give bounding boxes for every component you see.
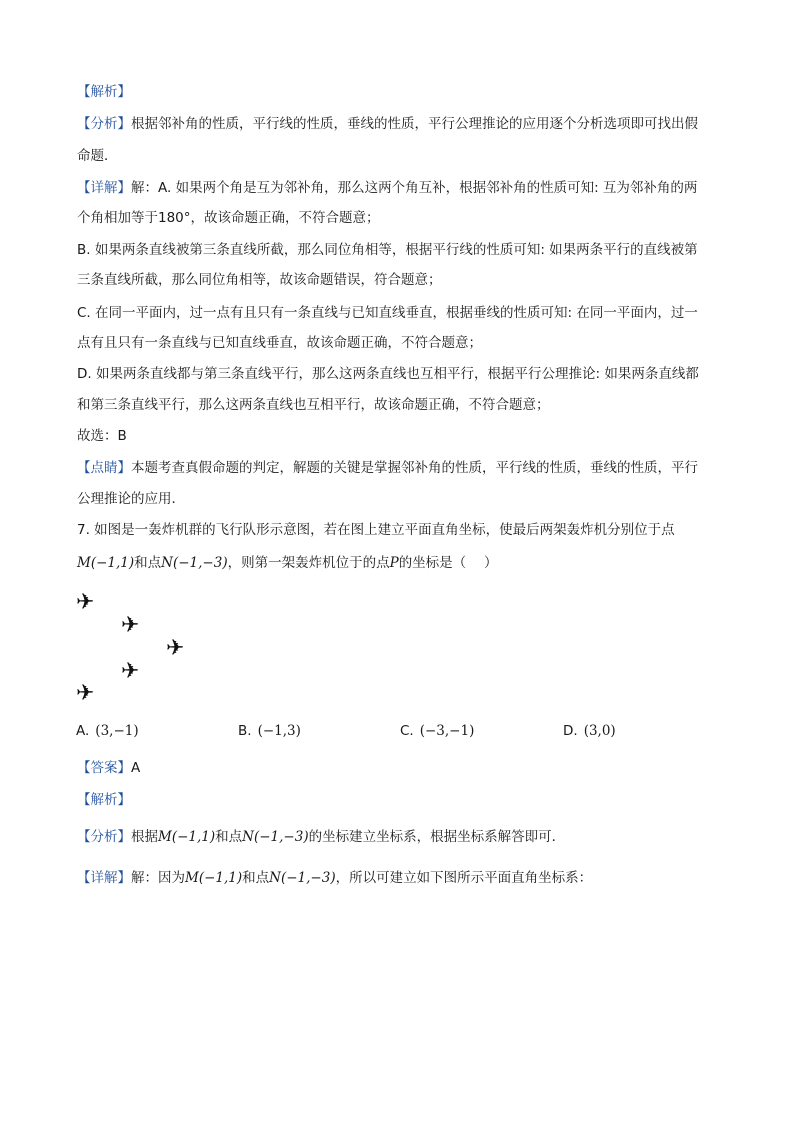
airplane-icon: ✈ <box>166 636 185 661</box>
point-m: M(−1,1) <box>158 829 216 845</box>
analysis-paragraph-cont: 命题． <box>77 148 118 164</box>
option-value: (−3,−1) <box>419 723 475 739</box>
fenxi-text: 根据邻补角的性质，平行线的性质，垂线的性质，平行公理推论的应用逐个分析选项即可找出假 <box>131 116 698 132</box>
option-label: D. <box>563 723 578 739</box>
fenxi-pre: 根据 <box>131 829 158 845</box>
and-text: 和点 <box>215 829 243 845</box>
option-c-explanation: C. 在同一平面内，过一点有且只有一条直线与已知直线垂直，根据垂线的性质可知: 在同一平面内，过一 <box>77 305 698 321</box>
fenxi-tag: 【分析】 <box>77 116 131 132</box>
xiangjie-tag: 【详解】 <box>77 180 131 196</box>
answer-value: A <box>131 760 141 776</box>
detail-paragraph-cont: 个角相加等于180°，故该命题正确，不符合题意； <box>77 210 380 226</box>
option-value: (3,−1) <box>95 723 139 739</box>
and-text: 和点 <box>134 555 162 571</box>
question-stem: 7. 如图是一轰炸机群的飞行队形示意图，若在图上建立平面直角坐标，使最后两架轰炸机分别位于点 <box>77 522 675 538</box>
comment-paragraph-cont: 公理推论的应用． <box>77 491 185 507</box>
xiangjie-text: 解：A. 如果两个角是互为邻补角，那么这两个角互补，根据邻补角的性质可知: 互为邻补角的两 <box>131 180 698 196</box>
fenxi-post: 的坐标建立坐标系，根据坐标系解答即可． <box>308 829 566 845</box>
point-n: N(−1,−3) <box>269 870 336 886</box>
detail-paragraph <box>77 868 592 888</box>
stem-tail: ，则第一架轰炸机位于的点 <box>227 555 390 571</box>
option-d-explanation: D. 如果两条直线都与第三条直线平行，那么这两条直线也互相平行，根据平行公理推论: 如果两条直线都 <box>77 366 699 382</box>
dianjing-tag: 【点睛】 <box>77 460 131 476</box>
point-p: P <box>389 555 399 571</box>
stem-end: 的坐标是（ ） <box>398 555 498 571</box>
airplane-icon: ✈ <box>121 613 140 638</box>
analysis-paragraph <box>77 114 698 134</box>
option-value: (3,0) <box>583 723 616 739</box>
option-b-explanation-cont: 三条直线所截，那么同位角相等，故该命题错误，符合题意； <box>77 272 442 288</box>
and-text: 和点 <box>242 870 270 886</box>
answer-line <box>77 758 140 778</box>
option-label: C. <box>400 723 414 739</box>
option-b <box>238 721 301 741</box>
analysis-paragraph <box>77 827 565 847</box>
choice-result: 故选：B <box>77 428 127 444</box>
xiangjie-tag: 【详解】 <box>77 870 131 886</box>
question-stem-cont <box>77 553 497 573</box>
option-c <box>400 721 474 741</box>
xiangjie-post: ，所以可建立如下图所示平面直角坐标系： <box>335 870 593 886</box>
answer-tag: 【答案】 <box>77 760 131 776</box>
option-a <box>76 721 139 741</box>
analysis-heading: 【解析】 <box>77 792 131 808</box>
point-m: M(−1,1) <box>77 555 135 571</box>
airplane-icon: ✈ <box>76 681 95 706</box>
comment-paragraph <box>77 458 698 478</box>
point-n: N(−1,−3) <box>161 555 228 571</box>
point-m: M(−1,1) <box>185 870 243 886</box>
option-value: (−1,3) <box>257 723 301 739</box>
xiangjie-pre: 解：因为 <box>131 870 185 886</box>
airplane-icon: ✈ <box>121 659 140 684</box>
option-c-explanation-cont: 点有且只有一条直线与已知直线垂直，故该命题正确，不符合题意； <box>77 335 482 351</box>
option-b-explanation: B. 如果两条直线被第三条直线所截，那么同位角相等，根据平行线的性质可知: 如果两条平行的直线被第 <box>77 242 698 258</box>
airplane-icon: ✈ <box>76 590 95 615</box>
dianjing-text: 本题考查真假命题的判定，解题的关键是掌握邻补角的性质，平行线的性质，垂线的性质，平行 <box>131 460 698 476</box>
fenxi-tag: 【分析】 <box>77 829 131 845</box>
detail-paragraph <box>77 178 697 198</box>
option-label: B. <box>238 723 252 739</box>
analysis-heading: 【解析】 <box>77 84 131 100</box>
option-d <box>563 721 616 741</box>
point-n: N(−1,−3) <box>242 829 309 845</box>
option-label: A. <box>76 723 90 739</box>
option-d-explanation-cont: 和第三条直线平行，那么这两条直线也互相平行，故该命题正确，不符合题意； <box>77 397 550 413</box>
